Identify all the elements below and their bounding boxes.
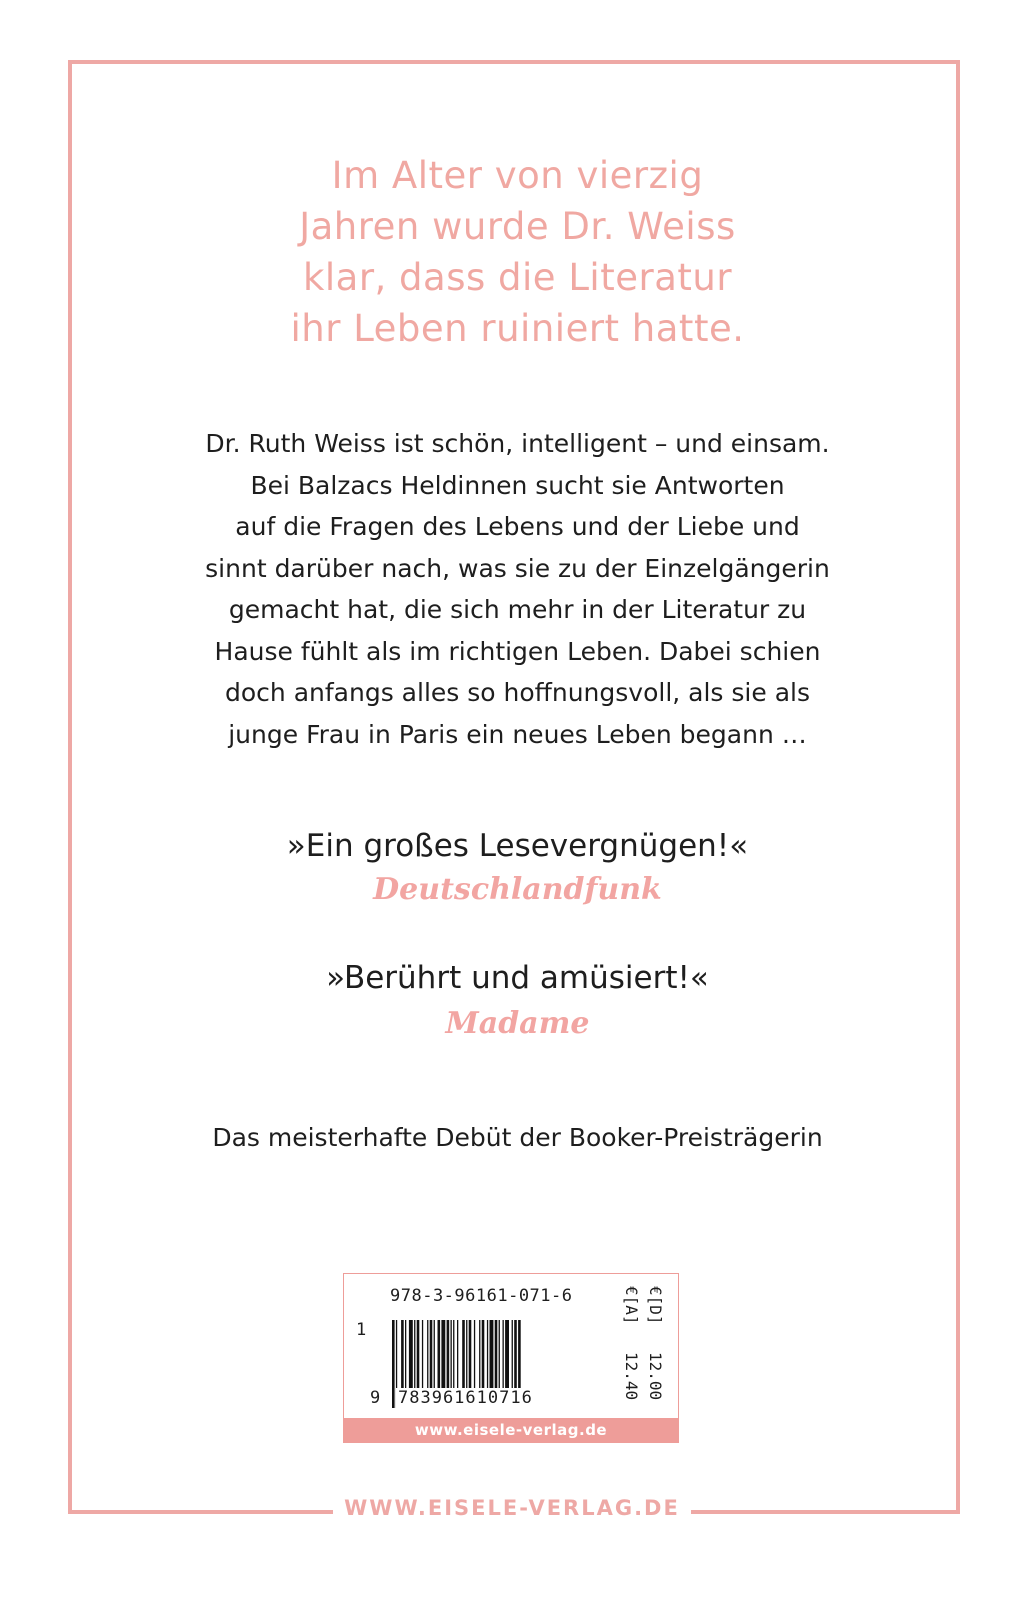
barcode-bar: [392, 1320, 395, 1408]
price-block: [616, 1286, 668, 1416]
blurb: [0, 423, 1035, 755]
review-source: Madame: [445, 1006, 590, 1041]
price-germany: [644, 1286, 666, 1400]
isbn-number: 978-3-96161-071-6: [390, 1286, 573, 1306]
price-germany-value: 12.00: [646, 1352, 665, 1401]
price-germany-label: €[D]: [646, 1286, 665, 1325]
blurb-line: Bei Balzacs Heldinnen sucht sie Antworten: [250, 470, 785, 500]
review-source: Deutschlandfunk: [373, 872, 662, 907]
blurb-line: auf die Fragen des Lebens und der Liebe und: [235, 512, 800, 541]
tagline-line: Jahren wurde Dr. Weiss: [299, 205, 736, 248]
ean-lead-digit: 9: [370, 1388, 381, 1408]
blurb-line: gemacht hat, die sich mehr in der Literatur zu: [228, 595, 807, 624]
tagline-line: Im Alter von vierzig: [331, 154, 704, 197]
barcode-side-digit: 1: [356, 1320, 367, 1340]
debut-line: Das meisterhafte Debüt der Booker-Preisträgerin: [212, 1123, 823, 1152]
tagline: [0, 150, 1035, 354]
barcode-label: [343, 1273, 679, 1443]
blurb-line: Hause fühlt als im richtigen Leben. Dabei schien: [214, 636, 821, 666]
tagline-line: ihr Leben ruiniert hatte.: [290, 307, 745, 350]
ean-number: 783961610716: [398, 1388, 533, 1408]
tagline-line: klar, dass die Literatur: [302, 256, 733, 299]
price-austria-label: €[A]: [622, 1286, 641, 1325]
footer-url: WWW.EISELE-VERLAG.DE: [333, 1490, 691, 1526]
barcode-url: www.eisele-verlag.de: [344, 1418, 678, 1442]
blurb-line: junge Frau in Paris ein neues Leben begann …: [228, 719, 807, 749]
price-austria-value: 12.40: [622, 1352, 641, 1401]
review-quote: »Ein großes Lesevergnügen!«: [286, 828, 749, 864]
blurb-line: sinnt darüber nach, was sie zu der Einzelgängerin: [205, 553, 830, 583]
review-quote: »Berührt und amüsiert!«: [326, 960, 709, 996]
blurb-line: Dr. Ruth Weiss ist schön, intelligent – und einsam.: [205, 429, 830, 458]
price-austria: [620, 1286, 642, 1400]
blurb-line: doch anfangs alles so hoffnungsvoll, als sie als: [225, 678, 810, 707]
